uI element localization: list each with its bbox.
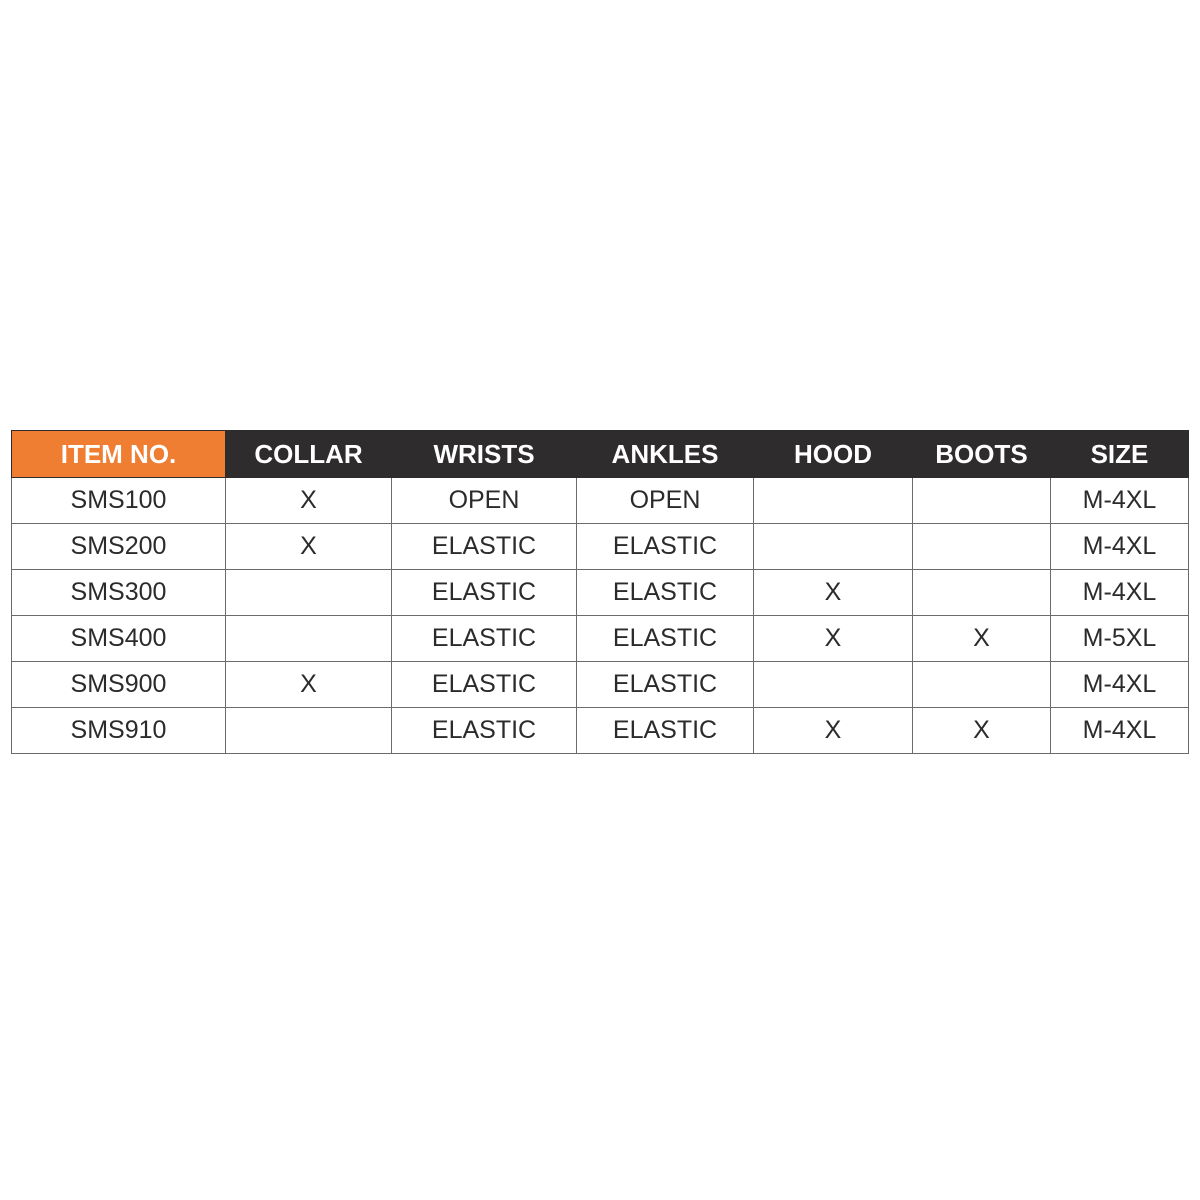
cell-collar [226, 570, 392, 616]
table-row [12, 708, 1189, 754]
cell-boots: X [913, 708, 1051, 754]
header-ankles: ANKLES [577, 431, 754, 478]
cell-ankles: OPEN [577, 478, 754, 524]
cell-item-no: SMS100 [12, 478, 226, 524]
cell-wrists: OPEN [392, 478, 577, 524]
header-hood: HOOD [754, 431, 913, 478]
table-row [12, 616, 1189, 662]
cell-ankles: ELASTIC [577, 616, 754, 662]
cell-ankles: ELASTIC [577, 570, 754, 616]
cell-size: M-4XL [1051, 524, 1189, 570]
table-header-row [12, 431, 1189, 478]
header-item-no: ITEM NO. [12, 431, 226, 478]
cell-ankles: ELASTIC [577, 708, 754, 754]
cell-wrists: ELASTIC [392, 616, 577, 662]
cell-wrists: ELASTIC [392, 662, 577, 708]
cell-wrists: ELASTIC [392, 524, 577, 570]
header-wrists: WRISTS [392, 431, 577, 478]
cell-hood [754, 524, 913, 570]
table-row [12, 478, 1189, 524]
cell-collar: X [226, 524, 392, 570]
cell-item-no: SMS910 [12, 708, 226, 754]
cell-size: M-4XL [1051, 662, 1189, 708]
product-spec-table [11, 430, 1189, 754]
cell-item-no: SMS300 [12, 570, 226, 616]
cell-boots [913, 478, 1051, 524]
header-size: SIZE [1051, 431, 1189, 478]
cell-ankles: ELASTIC [577, 524, 754, 570]
cell-ankles: ELASTIC [577, 662, 754, 708]
cell-hood: X [754, 708, 913, 754]
cell-size: M-4XL [1051, 708, 1189, 754]
cell-boots [913, 570, 1051, 616]
cell-wrists: ELASTIC [392, 570, 577, 616]
cell-size: M-4XL [1051, 478, 1189, 524]
table-row [12, 662, 1189, 708]
cell-collar [226, 616, 392, 662]
cell-item-no: SMS200 [12, 524, 226, 570]
cell-boots: X [913, 616, 1051, 662]
cell-hood: X [754, 570, 913, 616]
cell-collar: X [226, 662, 392, 708]
cell-item-no: SMS400 [12, 616, 226, 662]
table-row [12, 570, 1189, 616]
cell-boots [913, 524, 1051, 570]
cell-size: M-4XL [1051, 570, 1189, 616]
cell-size: M-5XL [1051, 616, 1189, 662]
cell-hood: X [754, 616, 913, 662]
header-boots: BOOTS [913, 431, 1051, 478]
cell-collar: X [226, 478, 392, 524]
cell-hood [754, 478, 913, 524]
cell-collar [226, 708, 392, 754]
cell-hood [754, 662, 913, 708]
cell-wrists: ELASTIC [392, 708, 577, 754]
cell-boots [913, 662, 1051, 708]
cell-item-no: SMS900 [12, 662, 226, 708]
header-collar: COLLAR [226, 431, 392, 478]
table-row [12, 524, 1189, 570]
